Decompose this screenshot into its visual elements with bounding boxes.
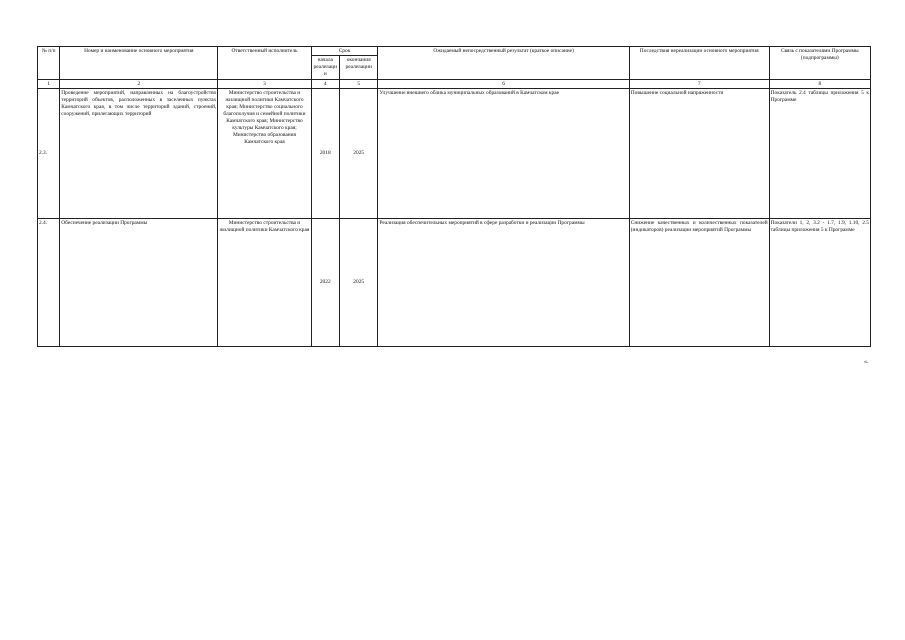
indicators-link: Показатели 1, 2, 3.2 - 1.7, 1.9, 1.10, 2.5 таблицы приложения 5 к Программе [769, 219, 870, 347]
closing-quote-mark: «. [864, 359, 869, 365]
row-number: 2.4. [38, 219, 60, 347]
header-executor: Ответственный исполнитель [218, 47, 311, 80]
activity-name: Обеспечение реализации Программы [60, 219, 218, 347]
end-year: 2025 [339, 219, 378, 347]
header-expected-result: Ожидаемый непосредственный результат (краткое описание) [378, 47, 629, 80]
activity-name: Проведение мероприятий, направленных на благоустройство территорий объектов, расположенных в заселенных пунктах Камчатского края, в том числе территорий зданий, строений, сооружений, прилегающих территорий [60, 89, 218, 219]
column-number: 5 [339, 80, 378, 89]
header-activity-name: Номер и наименование основного мероприятия [60, 47, 218, 80]
indicators-link: Показатель 2.4 таблицы приложения 5 к Программе [769, 89, 870, 219]
column-number: 2 [60, 80, 218, 89]
header-number: № п/п [38, 47, 60, 80]
header-row-top [38, 47, 871, 56]
column-number: 3 [218, 80, 311, 89]
consequence: Повышение социальной напряженности [629, 89, 769, 219]
header-term: Срок [311, 47, 378, 56]
end-year: 2025 [339, 89, 378, 219]
column-number-row [38, 80, 871, 89]
header-end: окончания реализации [339, 56, 378, 80]
executor: Министерство строительства и жилищной политики Камчатского края; Министерство социального благополучия и семейной политики Камчатского края; Министерство культуры Камчатского края; Министерство образования Камчатского края [218, 89, 311, 219]
column-number: 4 [311, 80, 339, 89]
start-year: 2022 [311, 219, 339, 347]
activities-table [37, 46, 871, 347]
column-number: 8 [769, 80, 870, 89]
expected-result: Улучшение внешнего облика муниципальных образований в Камчатском крае [378, 89, 629, 219]
column-number: 1 [38, 80, 60, 89]
header-start: начала реализации [311, 56, 339, 80]
header-indicators-link: Связь с показателями Программы (подпрограммы) [769, 47, 870, 80]
table-row [38, 89, 871, 219]
row-number: 2.3. [38, 89, 60, 219]
start-year: 2018 [311, 89, 339, 219]
header-consequences: Последствия нереализации основного мероприятия [629, 47, 769, 80]
column-number: 6 [378, 80, 629, 89]
executor: Министерство строительства и жилищной политики Камчатского края [218, 219, 311, 347]
expected-result: Реализация обеспечительных мероприятий в сфере разработки и реализации Программы [378, 219, 629, 347]
table-row [38, 219, 871, 347]
consequence: Снижение качественных и количественных показателей (индикаторов) реализации мероприятий Программы [629, 219, 769, 347]
column-number: 7 [629, 80, 769, 89]
